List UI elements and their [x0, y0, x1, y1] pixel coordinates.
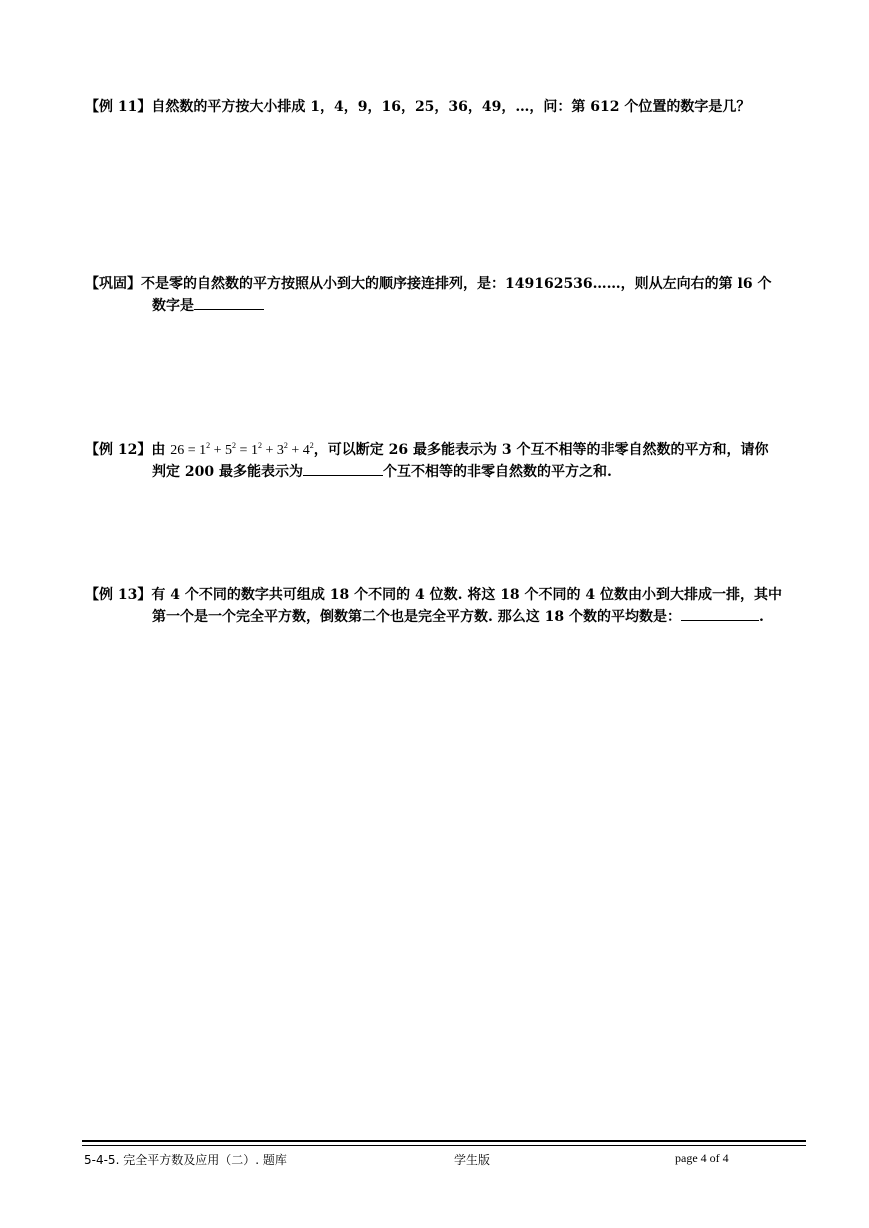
example-13-tag: 【例 13】	[85, 587, 152, 603]
footer-divider-thick	[82, 1140, 806, 1142]
example-12-tag: 【例 12】	[85, 442, 152, 458]
example-13	[85, 584, 810, 628]
example-12-text-line2-end: 个互不相等的非零自然数的平方之和.	[382, 464, 612, 480]
footer-document-title: 5-4-5. 完全平方数及应用（二）. 题库	[84, 1153, 287, 1167]
example-13-text-line2-start: 第一个是一个完全平方数，倒数第二个也是完全平方数. 那么这 18 个数的平均数是：	[152, 609, 681, 625]
example-11-text: 自然数的平方按大小排成 1，4，9，16，25，36，49，…，问：第 612 个位置的数字是几？	[151, 99, 751, 115]
example-12-formula: $26 = 1^2 + 5^2 = 1^2 + 3^2 + 4^2$	[170, 441, 314, 458]
consolidation-text-line2: 数字是	[152, 298, 194, 314]
example-11-tag: 【例 11】	[85, 99, 152, 115]
footer-page-number: page 4 of 4	[675, 1151, 729, 1165]
example-11	[85, 96, 810, 118]
example-13-text-line2-end: .	[758, 609, 764, 625]
example-12-text-line1: ，可以断定 26 最多能表示为 3 个互不相等的非零自然数的平方和，请你	[313, 442, 769, 458]
example-12-text-line2-start: 判定 200 最多能表示为	[152, 464, 303, 480]
example-13-text-line1: 有 4 个不同的数字共可组成 18 个不同的 4 位数. 将这 18 个不同的 4 位数由小到大排成一排，其中	[151, 587, 783, 603]
answer-blank	[194, 295, 264, 310]
consolidation-exercise	[85, 273, 810, 317]
example-12	[85, 439, 810, 483]
answer-blank	[681, 606, 759, 621]
footer-edition: 学生版	[454, 1153, 491, 1167]
consolidation-tag: 【巩固】	[85, 276, 141, 292]
answer-blank	[303, 461, 383, 476]
consolidation-text-line1: 不是零的自然数的平方按照从小到大的顺序接连排列，是：149162536……，则从左向右的第 l6 个	[141, 276, 772, 292]
footer-divider-thin	[82, 1145, 806, 1146]
example-12-intro: 由	[151, 442, 166, 458]
